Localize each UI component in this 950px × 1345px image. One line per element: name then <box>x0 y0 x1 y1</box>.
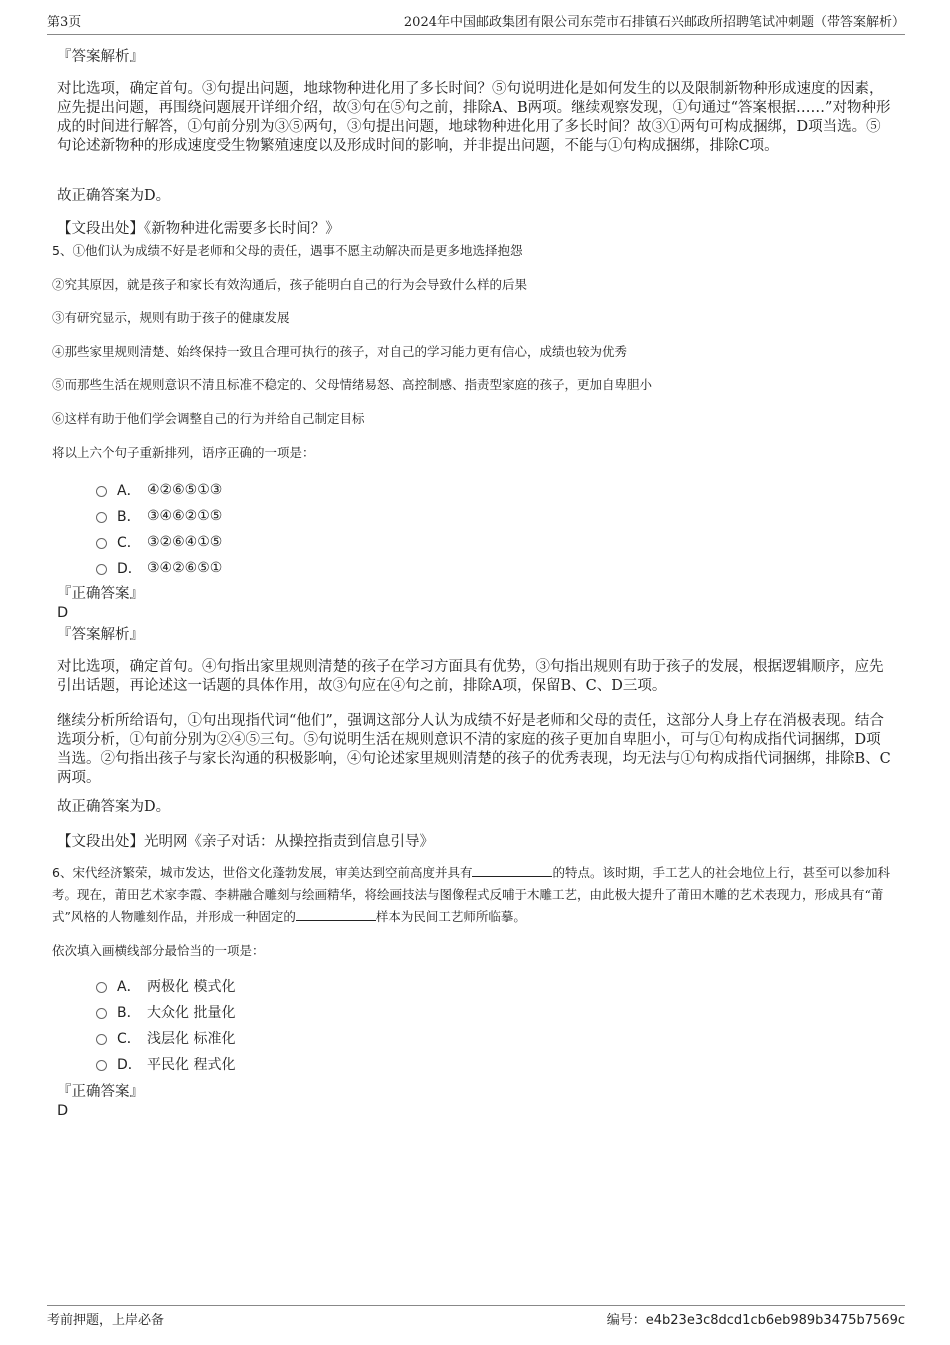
q5-sentence-1: 5、①他们认为成绩不好是老师和父母的责任，遇事不愿主动解决而是更多地选择抱怨 <box>52 243 523 258</box>
q6-stem: 6、宋代经济繁荣，城市发达，世俗文化蓬勃发展，审美达到空前高度并具有 的特点。该时期，手工艺人的社会地位上行，甚至可以参加科考。现在，莆田艺术家李霞、李耕融合雕刻与绘画精华，将绘画技法与图像程式反哺于木雕工艺，由此极大提升了莆田木雕的艺术表现力，形成具有“莆式”风格的人物雕刻作品，并形成一种固定的 样本为民间工艺师所临摹。 <box>52 862 897 928</box>
q6-prompt: 依次填入画横线部分最恰当的一项是： <box>52 943 265 958</box>
page-header <box>47 14 905 35</box>
q5-option-a[interactable]: A． ④②⑥⑤①③ <box>96 479 222 501</box>
q5-sentence-6: ⑥这样有助于他们学会调整自己的行为并给自己制定目标 <box>52 411 365 426</box>
radio-icon[interactable] <box>96 1008 107 1019</box>
radio-icon[interactable] <box>96 564 107 575</box>
radio-icon[interactable] <box>96 486 107 497</box>
fill-blank-1[interactable] <box>472 862 552 877</box>
radio-icon[interactable] <box>96 982 107 993</box>
q6-option-a[interactable]: A． 两极化 模式化 <box>96 975 235 997</box>
q5-source: 【文段出处】光明网《亲子对话：从操控指责到信息引导》 <box>57 834 434 850</box>
fill-blank-2[interactable] <box>296 906 376 921</box>
q6-answer: D <box>57 1103 69 1119</box>
q6-option-b[interactable]: B． 大众化 批量化 <box>96 1001 235 1023</box>
q5-analysis-2: 继续分析所给语句，①句出现指代词“他们”，强调这部分人认为成绩不好是老师和父母的责任，这部分人身上存在消极表现。结合选项分析，①句前分别为②④⑤三句。⑤句说明生活在规则意识不清的家庭的孩子更加自卑胆小，可与①句构成指代词捆绑，D项当选。②句指出孩子与家长沟通的积极影响，④句论述家里规则清楚的孩子的优秀表现，均无法与①句构成指代词捆绑，排除B、C两项。 <box>57 713 891 786</box>
radio-icon[interactable] <box>96 512 107 523</box>
document-title: 2024年中国邮政集团有限公司东莞市石排镇石兴邮政所招聘笔试冲刺题（带答案解析） <box>403 15 905 30</box>
q6-option-c[interactable]: C． 浅层化 标准化 <box>96 1027 235 1049</box>
q4-source: 【文段出处】《新物种进化需要多长时间？》 <box>57 221 340 237</box>
q6-option-d[interactable]: D． 平民化 程式化 <box>96 1053 235 1075</box>
q5-sentence-3: ③有研究显示，规则有助于孩子的健康发展 <box>52 310 290 325</box>
q6-number: 6、 <box>52 865 73 880</box>
q5-analysis-1: 对比选项，确定首句。④句指出家里规则清楚的孩子在学习方面具有优势，③句指出规则有助于孩子的发展，根据逻辑顺序，应先引出话题，再论述这一话题的具体作用，故③句应在④句之前，排除A项，保留B、C、D三项。 <box>57 659 884 694</box>
radio-icon[interactable] <box>96 538 107 549</box>
document-code: 编号：e4b23e3c8dcd1cb6eb989b3475b7569c <box>606 1313 905 1328</box>
q5-prompt: 将以上六个句子重新排列，语序正确的一项是： <box>52 445 315 460</box>
radio-icon[interactable] <box>96 1060 107 1071</box>
q4-conclusion: 故正确答案为D。 <box>57 188 171 204</box>
q4-analysis-text: 对比选项，确定首句。③句提出问题，地球物种进化用了多长时间？⑤句说明进化是如何发生的以及限制新物种形成速度的因素，应先提出问题，再围绕问题展开详细介绍，故③句在⑤句之前，排除A、B两项。继续观察发现，①句通过“答案根据……”对物种形成的时间进行解答，①句前分别为③⑤两句，③句提出问题，地球物种进化用了多长时间？故③①两句可构成捆绑，D项当选。⑤句论述新物种的形成速度受生物繁殖速度以及形成时间的影响，并非提出问题，不能与①句构成捆绑，排除C项。 <box>57 81 891 154</box>
q5-option-c[interactable]: C． ③②⑥④①⑤ <box>96 531 222 553</box>
q6-answer-heading: 『正确答案』 <box>57 1084 144 1100</box>
footer-slogan: 考前押题，上岸必备 <box>47 1313 165 1328</box>
q5-number: 5、 <box>52 243 73 258</box>
q5-sentence-5: ⑤而那些生活在规则意识不清且标准不稳定的、父母情绪易怒、高控制感、指责型家庭的孩子，更加自卑胆小 <box>52 377 653 392</box>
q5-conclusion: 故正确答案为D。 <box>57 799 171 815</box>
q4-analysis-heading: 『答案解析』 <box>57 49 144 65</box>
q5-sentence-2: ②究其原因，就是孩子和家长有效沟通后，孩子能明白自己的行为会导致什么样的后果 <box>52 277 528 292</box>
page-number: 第3页 <box>47 15 82 30</box>
q5-answer-heading: 『正确答案』 <box>57 586 144 602</box>
q5-answer: D <box>57 605 69 621</box>
q5-option-d[interactable]: D． ③④②⑥⑤① <box>96 557 222 579</box>
q5-option-b[interactable]: B． ③④⑥②①⑤ <box>96 505 222 527</box>
q5-analysis-heading: 『答案解析』 <box>57 627 144 643</box>
q5-sentence-4: ④那些家里规则清楚、始终保持一致且合理可执行的孩子，对自己的学习能力更有信心，成绩也较为优秀 <box>52 344 628 359</box>
page-footer <box>47 1305 905 1330</box>
radio-icon[interactable] <box>96 1034 107 1045</box>
